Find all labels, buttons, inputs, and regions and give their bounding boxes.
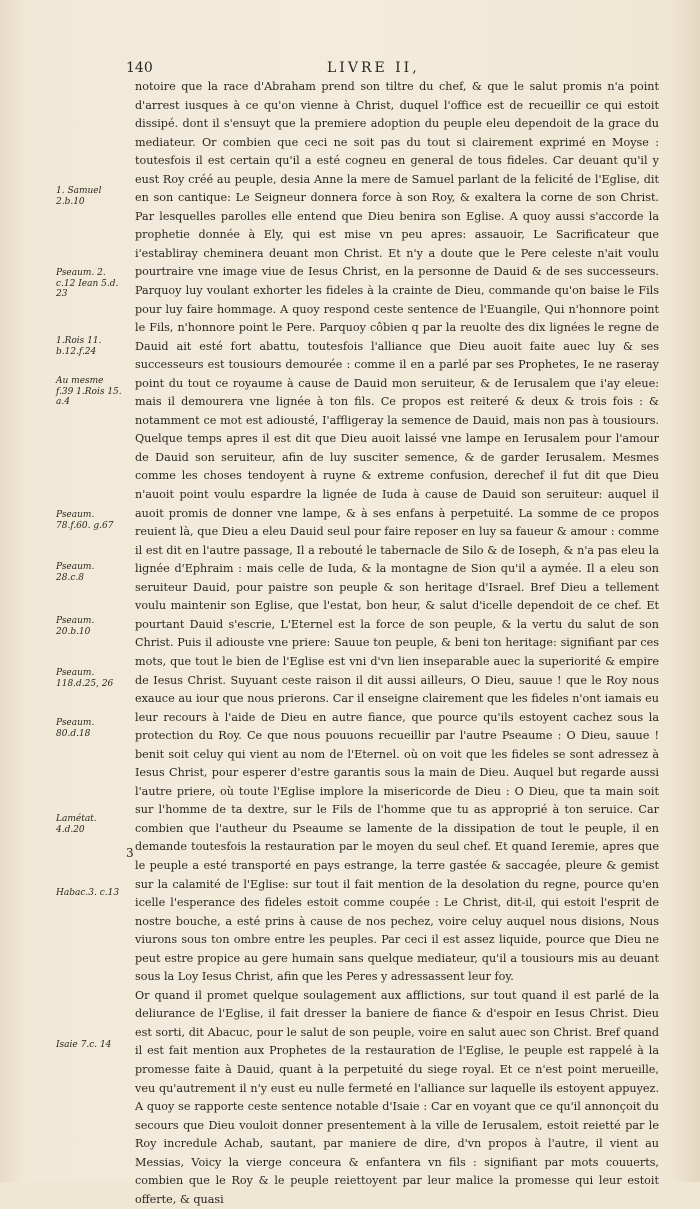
sidenote-isaie: Isaie 7.c. 14 xyxy=(56,1040,112,1050)
sidenote-pseaum-28: Pseaum. 28.c.8 xyxy=(56,562,95,583)
sidenote-pseaum-20: Pseaum. 20.b.10 xyxy=(56,616,95,637)
section-number: 3 xyxy=(126,846,134,860)
sidenote-samuel: 1. Samuel 2.b.10 xyxy=(56,186,102,207)
sidenote-lamentat: Lamétat. 4.d.20 xyxy=(56,814,97,835)
page-header xyxy=(120,60,660,80)
sidenote-au-mesme: Au mesme f.39 1.Rois 15. a.4 xyxy=(56,376,122,407)
sidenote-habac: Habac.3. c.13 xyxy=(56,888,120,898)
body-text xyxy=(135,78,659,1209)
sidenote-pseaum-118: Pseaum. 118.d.25, 26 xyxy=(56,668,114,689)
paragraph-2: Or quand il promet quelque soulagement aux afflictions, sur tout quand il est parlé de la deliurance de l'Eglise, il fait dresser la baniere de fiance & d'espoir en Iesus Christ. Dieu est sorti, dit Abacuc, pour le salut de son peuple, voire en salut auec son Christ. Bref quand il est fait mention aux Prophetes de la restauration de l'Eglise, le peuple est rappelé à la promesse faite à Dauid, quant à la perpetuité du siege royal. Et ce n'est point merueille, veu qu'autrement il n'y eust eu nulle fermeté en l'alliance sur laquelle ils estoyent appuyez. A quoy se rapporte ceste sentence notable d'Isaie : Car en voyant que ce qu'il annonçoit du secours que Dieu vouloit donner presentement à la ville de Ierusalem, estoit reietté par le Roy incredule Achab, sautant, par maniere de dire, d'vn propos à l'autre, il vient au Messias, Voicy la vierge conceura & enfantera vn fils : signifiant par mots couuerts, combien que le Roy & le peuple reiettoyent par leur malice la promesse qui leur estoit offerte, & quasi xyxy=(135,988,659,1206)
running-title: LIVRE II, xyxy=(327,60,420,76)
sidenote-pseaum-2: Pseaum. 2. c.12 Iean 5.d. 23 xyxy=(56,268,119,299)
sidenote-pseaum-78: Pseaum. 78.f.60. g.67 xyxy=(56,510,114,531)
paragraph-1: notoire que la race d'Abraham prend son tiltre du chef, & que le salut promis n'a point d'arrest iusques à ce qu'on vienne à Christ, duquel l'office est de recueillir ce qui estoit dissipé. dont il s'ensuyt que la premiere adoption du peuple eleu dependoit de la grace du mediateur. Or combien que ceci ne soit pas du tout si clairement exprimé en Moyse : toutesfois il est certain qu'il a esté cogneu en general de tous fideles. Car deuant qu'il y eust Roy créé au peuple, desia Anne la mere de Samuel parlant de la felicité de l'Eglise, dit en son cantique: Le Seigneur donnera force à son Roy, & exaltera la corne de son Christ. Par lesquelles parolles elle entend que Dieu benira son Eglise. A quoy aussi s'accorde la prophetie donnée à Ely, qui est mise vn peu apres: assauoir, Le Sacrificateur que i'establiray cheminera deuant mon Christ. Et n'y a doute que le Pere celeste n'ait voulu pourtraire vne image viue de Iesus Christ, en la personne de Dauid & de ses successeurs. Parquoy luy voulant exhorter les fideles à la crainte de Dieu, commande qu'on baise le Fils pour luy faire hommage. A quoy respond ceste sentence de l'Euangile, Qui n'honnore point le Fils, n'honnore point le Pere. Parquoy côbien q par la reuolte des dix lignées le regne de Dauid ait esté fort abattu, toutesfois l'alliance que Dieu auoit faite auec luy & ses successeurs est tousiours demourée : comme il en a parlé par ses Prophetes, Ie ne raseray point du tout ce royaume à cause de Dauid mon seruiteur, & de Ierusalem que i'ay eleue: mais il demourera vne lignée à ton fils. Ce propos est reiteré & deux & trois fois : & notamment ce mot est adiousté, I'affligeray la semence de Dauid, mais non pas à tousiours. Quelque temps apres il est dit que Dieu auoit laissé vne lampe en Ierusalem pour l'amour de Dauid son seruiteur, afin de luy susciter semence, & de garder Ierusalem. Mesmes comme les choses tendoyent à ruyne & extreme confusion, derechef il fut dit que Dieu n'auoit point voulu espardre la lignée de Iuda à cause de Dauid son seruiteur: auquel il auoit promis de donner vne lampe, & à ses enfans à perpetuité. La somme de ce propos reuient là, que Dieu a eleu Dauid seul pour faire reposer en luy sa faueur & amour : comme il est dit en l'autre passage, Il a rebouté le tabernacle de Silo & de Ioseph, & n'a pas eleu la lignée d'Ephraim : mais celle de Iuda, & la montagne de Sion qu'il a aymée. Il a eleu son seruiteur Dauid, pour paistre son peuple & son heritage d'Israel. Bref Dieu a tellement voulu maintenir son Eglise, que l'estat, bon heur, & salut d'icelle dependoit de ce chef. Et pourtant Dauid s'escrie, L'Eternel est la force de son peuple, & la vertu du salut de son Christ. Puis il adiouste vne priere: Sauue ton peuple, & beni ton heritage: signifiant par ces mots, que tout le bien de l'Eglise est vni d'vn lien inseparable auec la superiorité & empire de Iesus Christ. Suyuant ceste raison il dit aussi ailleurs, O Dieu, sauue ! que le Roy nous exauce au iour que nous prierons. Car il enseigne clairement que les fideles n'ont iamais eu leur recours à l'aide de Dieu en autre fiance, que pource qu'ils estoyent cachez sous la protection du Roy. Ce que nous pouuons recueillir par l'autre Pseaume : O Dieu, sauue ! benit soit celuy qui vient au nom de l'Eternel. où on voit que les fideles se sont adressez à Iesus Christ, pour esperer d'estre garantis sous la main de Dieu. Auquel but regarde aussi l'autre priere, où toute l'Eglise implore la misericorde de Dieu : O Dieu, que ta main soit sur l'homme de ta dextre, sur le Fils de l'homme que tu as approprié à ton seruice. Car combien que l'autheur du Pseaume se lamente de la dissipation de tout le peuple, il en demande toutesfois la restauration par le moyen du seul chef. Et quand Ieremie, apres que le peuple a esté transporté en pays estrange, la terre gastée & saccagée, pleure & gemist sur la calamité de l'Eglise: sur tout il fait mention de la desolation du regne, pource qu'en icelle l'esperance des fideles estoit comme coupée : Le Christ, dit-il, qui estoit l'esprit de nostre bouche, a esté prins à cause de nos pechez, voire celuy auquel nous disions, Nous viurons sous ton ombre entre les peuples. Par ceci il est assez liquide, pource que Dieu ne peut estre propice au gere humain sans quelque mediateur, qu'il a tousiours mis au deuant sous la Loy Iesus Christ, afin que les Peres y adressassent leur foy. xyxy=(135,80,659,984)
sidenote-rois-11: 1.Rois 11. b.12.f.24 xyxy=(56,336,102,357)
page-number: 140 xyxy=(126,60,153,76)
sidenote-pseaum-80: Pseaum. 80.d.18 xyxy=(56,718,95,739)
